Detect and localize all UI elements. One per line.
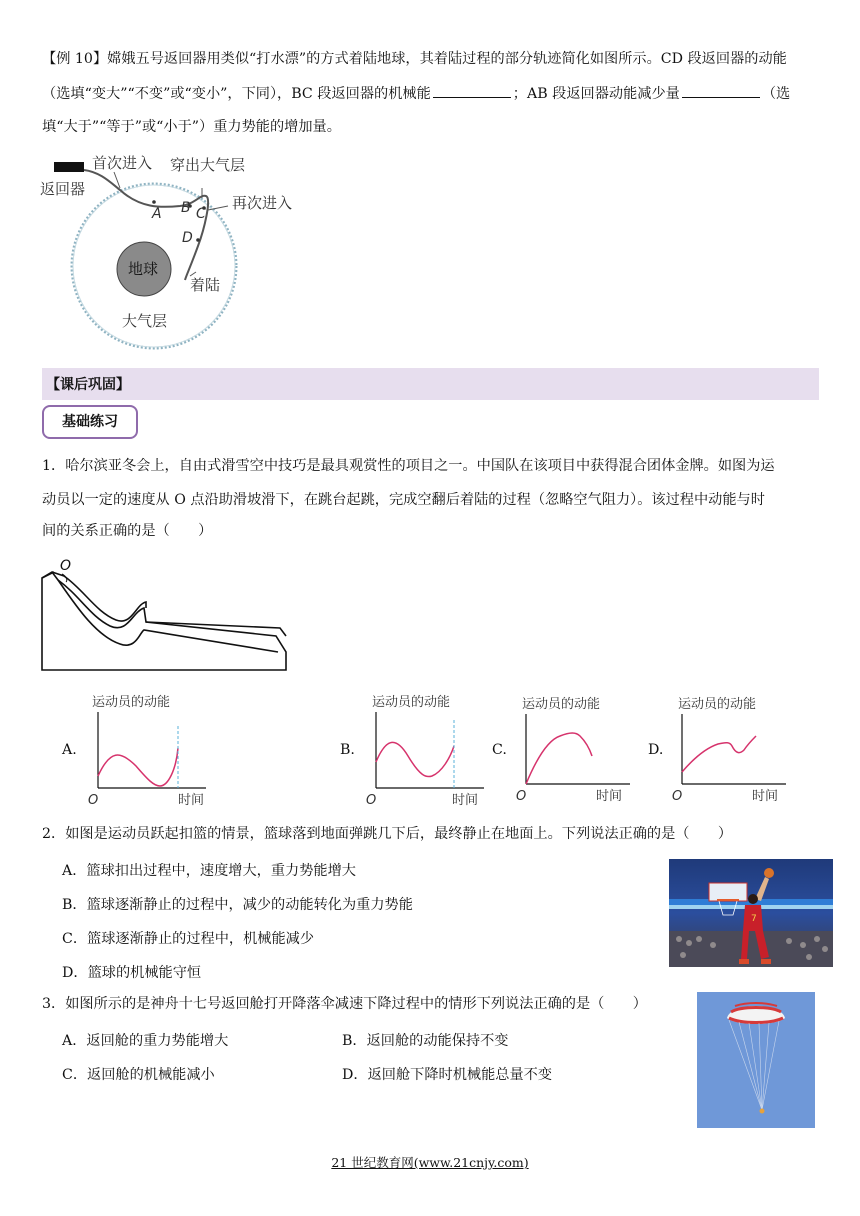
q2-option-d[interactable]: D．篮球的机械能守恒 (62, 965, 202, 981)
q1-option-a-letter[interactable]: A. (62, 742, 77, 758)
graph-d[interactable] (670, 690, 790, 810)
point-d: D (182, 230, 193, 246)
graph-d-origin: O (672, 789, 683, 804)
ski-slope-diagram (40, 556, 290, 674)
section-title: 【课后巩固】 (46, 377, 130, 393)
graph-d-curve (682, 736, 756, 772)
graph-d-ylabel: 运动员的动能 (678, 697, 757, 712)
graph-c-curve (526, 733, 592, 784)
example-line-2a: （选填“变大”“不变”或“变小”，下同），BC 段返回器的机械能 (42, 86, 431, 102)
q2-option-b[interactable]: B．篮球逐渐静止的过程中，减少的动能转化为重力势能 (62, 897, 413, 913)
q3-option-d[interactable]: D．返回舱下降时机械能总量不变 (342, 1067, 553, 1083)
q1-option-d-letter[interactable]: D. (648, 742, 664, 758)
point-c: C (196, 206, 206, 222)
parachute-capsule-photo (697, 992, 815, 1128)
graph-a-origin: O (88, 793, 99, 808)
graph-c-xlabel: 时间 (596, 789, 623, 804)
slope-point-o: O (60, 558, 72, 574)
q1-option-b-letter[interactable]: B. (340, 742, 355, 758)
orbit-diagram (40, 150, 310, 360)
q3-option-b[interactable]: B．返回舱的动能保持不变 (342, 1033, 509, 1049)
label-landing: 着陆 (190, 276, 221, 294)
q3-stem: 3．如图所示的是神舟十七号返回舱打开降落伞减速下降过程中的情形下列说法正确的是（ ） (42, 996, 647, 1012)
label-reentry: 再次进入 (232, 194, 293, 212)
example-line-2c: （选 (761, 86, 791, 102)
example-line-2 (42, 83, 790, 104)
graph-a-xlabel: 时间 (178, 793, 205, 808)
graph-b-origin: O (366, 793, 377, 808)
graph-d-xlabel: 时间 (752, 789, 779, 804)
graph-c-ylabel: 运动员的动能 (522, 697, 601, 712)
graph-b-xlabel: 时间 (452, 793, 479, 808)
q2-option-c[interactable]: C．篮球逐渐静止的过程中，机械能减少 (62, 931, 315, 947)
svg-text:7: 7 (751, 914, 757, 924)
capsule-icon (54, 162, 84, 172)
example-line-1: 【例 10】嫦娥五号返回器用类似“打水漂”的方式着陆地球，其着陆过程的部分轨迹简化如图所示。CD 段返回器的动能 (42, 51, 787, 67)
label-exit-atmosphere: 穿出大气层 (170, 156, 246, 174)
example-line-3: 填“大于”“等于”或“小于”）重力势能的增加量。 (42, 119, 341, 135)
answer-blank-2[interactable] (682, 83, 760, 98)
graph-c[interactable] (514, 690, 634, 810)
point-b: B (181, 200, 191, 216)
point-a: A (152, 206, 162, 222)
q1-line-1: 1．哈尔滨亚冬会上，自由式滑雪空中技巧是最具观赏性的项目之一。中国队在该项目中获得混合团体金牌。如图为运 (42, 458, 775, 474)
basketball-dunk-photo (669, 859, 833, 967)
graph-b-curve (376, 742, 454, 776)
q2-stem: 2．如图是运动员跃起扣篮的情景，篮球落到地面弹跳几下后，最终静止在地面上。下列说法正确的是（ ） (42, 826, 733, 842)
footer-text[interactable]: 21 世纪教育网(www.21cnjy.com) (331, 1155, 529, 1170)
label-earth: 地球 (128, 260, 159, 278)
section-band (42, 368, 819, 400)
q1-line-3: 间的关系正确的是（ ） (42, 523, 213, 539)
footer-link[interactable] (0, 1153, 860, 1171)
q1-line-2: 动员以一定的速度从 O 点沿助滑坡滑下，在跳台起跳，完成空翻后着陆的过程（忽略空气阻力）。该过程中动能与时 (42, 492, 765, 508)
example-line-2b: ；AB 段返回器动能减少量 (512, 86, 680, 102)
q2-option-a[interactable]: A．篮球扣出过程中，速度增大，重力势能增大 (62, 863, 356, 879)
answer-blank-1[interactable] (433, 83, 511, 98)
graph-a[interactable] (86, 690, 216, 810)
graph-b-ylabel: 运动员的动能 (372, 695, 451, 710)
q3-option-c[interactable]: C．返回舱的机械能减小 (62, 1067, 215, 1083)
q1-option-c-letter[interactable]: C. (492, 742, 507, 758)
label-capsule: 返回器 (40, 180, 86, 198)
graph-c-origin: O (516, 789, 527, 804)
graph-a-curve (98, 748, 178, 786)
q3-option-a[interactable]: A．返回舱的重力势能增大 (62, 1033, 229, 1049)
label-atmosphere: 大气层 (122, 312, 168, 330)
subsection-badge: 基础练习 (42, 405, 138, 439)
label-first-entry: 首次进入 (92, 154, 153, 172)
graph-b[interactable] (364, 690, 494, 810)
graph-a-ylabel: 运动员的动能 (92, 695, 171, 710)
